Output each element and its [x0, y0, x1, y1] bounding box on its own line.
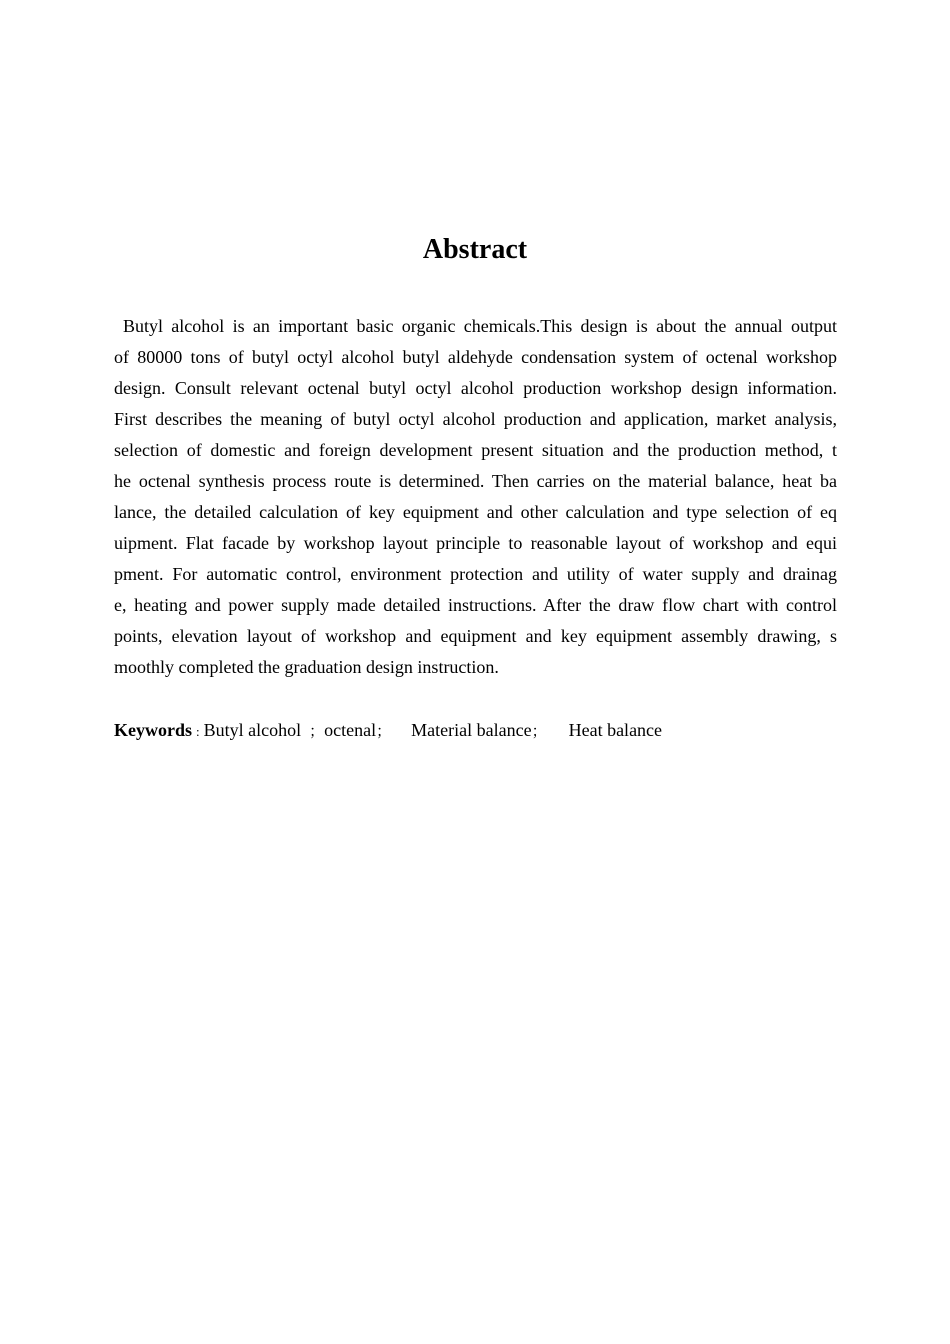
abstract-line: lance, the detailed calculation of key equipment and other calculation and type selection of eq — [114, 502, 837, 522]
abstract-line: design. Consult relevant octenal butyl octyl alcohol production workshop design information. — [114, 378, 837, 398]
abstract-line: e, heating and power supply made detailed instructions. After the draw flow chart with control — [114, 595, 837, 615]
keyword-item: Heat balance — [568, 720, 663, 740]
abstract-line: selection of domestic and foreign development present situation and the production method, t — [114, 440, 837, 460]
abstract-line: uipment. Flat facade by workshop layout principle to reasonable layout of workshop and equi — [114, 533, 837, 553]
keywords-line — [114, 715, 662, 746]
abstract-line: he octenal synthesis process route is determined. Then carries on the material balance, heat ba — [114, 471, 837, 491]
keywords-colon: : — [196, 724, 200, 739]
keyword-separator: ； — [531, 724, 547, 740]
abstract-line: points, elevation layout of workshop and equipment and key equipment assembly drawing, s — [114, 626, 837, 646]
abstract-line: Butyl alcohol is an important basic organic chemicals.This design is about the annual output — [123, 316, 837, 336]
keywords-label: Keywords — [114, 720, 192, 740]
keyword-separator: ； — [376, 724, 392, 740]
abstract-line: First describes the meaning of butyl octyl alcohol production and application, market analysis, — [114, 409, 837, 429]
keyword-separator: ； — [309, 724, 325, 740]
page-title: Abstract — [422, 234, 528, 265]
keyword-item: Butyl alcohol — [203, 720, 302, 740]
abstract-body — [114, 311, 837, 683]
keyword-item: Material balance — [411, 720, 532, 740]
keyword-item: octenal — [324, 720, 377, 740]
abstract-line: moothly completed the graduation design instruction. — [114, 657, 499, 677]
abstract-line: of 80000 tons of butyl octyl alcohol butyl aldehyde condensation system of octenal workshop — [114, 347, 837, 367]
abstract-line: pment. For automatic control, environment protection and utility of water supply and drainag — [114, 564, 837, 584]
